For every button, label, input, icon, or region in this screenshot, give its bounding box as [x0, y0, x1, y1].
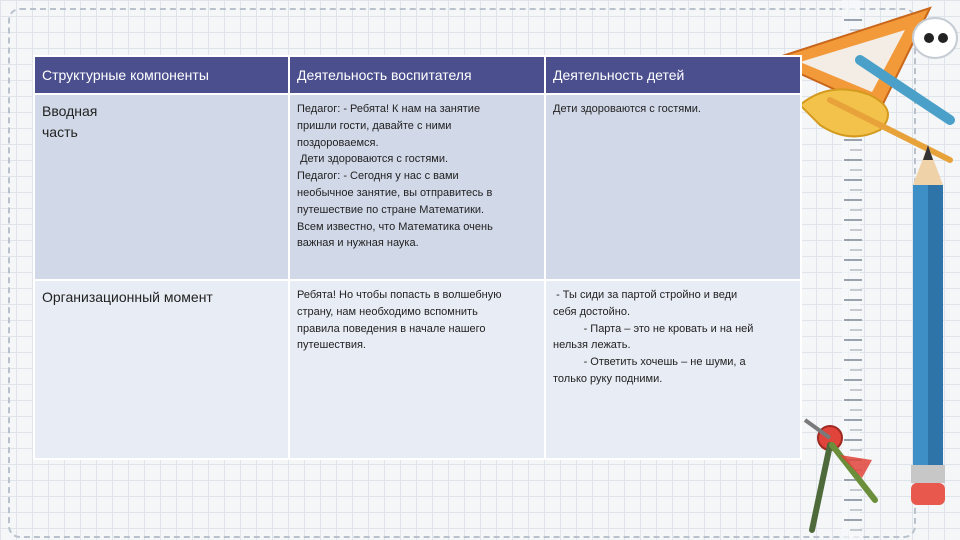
cell-line: Педагог: - Сегодня у нас с вами — [297, 170, 459, 183]
cell-line: путешествия. — [297, 339, 366, 352]
header-teacher-activity: Деятельность воспитателя — [289, 56, 545, 94]
cell-line: Ребята! Но чтобы попасть в волшебную — [297, 289, 502, 301]
cell-line: поздороваемся. — [297, 136, 379, 149]
mascot-eyes-icon — [913, 18, 957, 58]
pencil-icon — [911, 145, 945, 505]
cell-children — [545, 280, 801, 459]
cell-children — [545, 94, 801, 280]
cell-teacher — [289, 94, 545, 280]
cell-line: пришли гости, давайте с ними — [297, 119, 452, 132]
cell-line: Всем известно, что Математика очень — [297, 220, 493, 233]
cell-line: Педагог: - Ребята! К нам на занятие — [297, 103, 481, 115]
cell-line: только руку подними. — [553, 372, 663, 385]
cell-line: страну, нам необходимо вспомнить — [297, 305, 478, 318]
table-row — [34, 280, 801, 459]
cell-line: Дети здороваются с гостями. — [297, 153, 449, 166]
lesson-plan-table — [33, 55, 802, 460]
cell-line: правила поведения в начале нашего — [297, 322, 486, 335]
cell-line: Вводная — [42, 103, 98, 119]
cell-component — [34, 280, 289, 459]
cell-line: - Ответить хочешь – не шуми, а — [553, 356, 746, 369]
compass-icon — [805, 420, 875, 530]
cell-line: Дети здороваются с гостями. — [553, 103, 701, 115]
cell-line: нельзя лежать. — [553, 339, 631, 352]
table-header-row — [34, 56, 801, 94]
cell-line: Организационный момент — [42, 289, 213, 305]
header-structural-components: Структурные компоненты — [34, 56, 289, 94]
cell-line: - Парта – это не кровать и на ней — [553, 322, 754, 335]
header-children-activity: Деятельность детей — [545, 56, 801, 94]
cell-line: себя достойно. — [553, 305, 631, 318]
cell-line: путешествие по стране Математики. — [297, 203, 485, 216]
cell-teacher — [289, 280, 545, 459]
table-row — [34, 94, 801, 280]
cell-line: необычное занятие, вы отправитесь в — [297, 186, 493, 199]
cell-line: - Ты сиди за партой стройно и веди — [553, 289, 738, 301]
cell-line: часть — [42, 124, 78, 140]
cell-line: важная и нужная наука. — [297, 237, 419, 250]
cell-component — [34, 94, 289, 280]
